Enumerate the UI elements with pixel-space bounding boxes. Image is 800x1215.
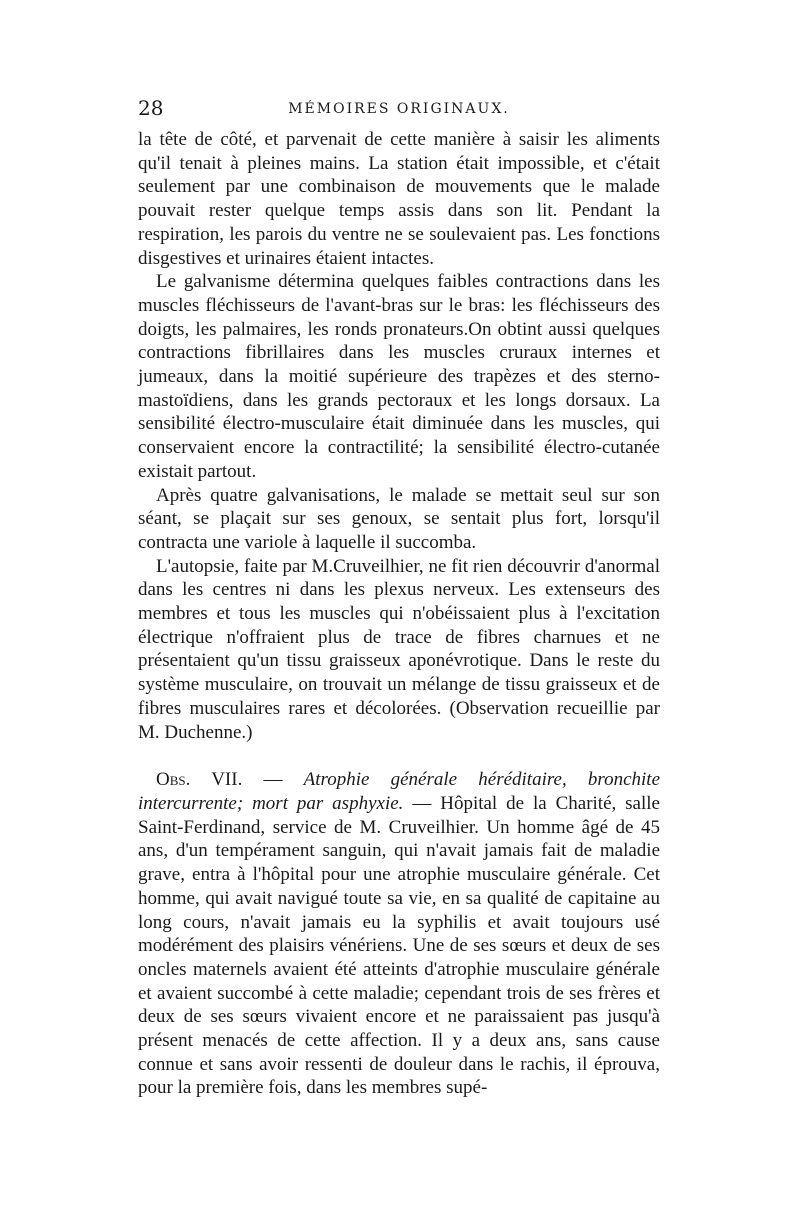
- paragraph-continuation: la tête de côté, et parvenait de cette manière à saisir les aliments qu'il tenait à pleines mains. La station était impossible, et c'était seulement par une combinaison de mouvements que le malade pouvait rester quelque temps assis dans son lit. Pendant la respiration, les parois du ventre ne se soulevaient pas. Les fonctions disgestives et urinaires étaient intactes.: [138, 129, 660, 269]
- paragraph-autopsie: L'autopsie, faite par M.Cruveilhier, ne fit rien découvrir d'anormal dans les centres ni dans les plexus nerveux. Les extenseurs des membres et tous les muscles qui n'obéissaient plus à l'excitation électrique n'offraient plus de trace de fibres charnues et ne présentaient qu'un tissu graisseux aponévrotique. Dans le reste du système musculaire, on trouvait un mélange de tissu graisseux et de fibres musculaires rares et décolorées. (Observation recueillie par M. Duchenne.): [138, 555, 660, 743]
- paragraph-galvanisations: Après quatre galvanisations, le malade se mettait seul sur son séant, se plaçait sur ses genoux, se sentait plus fort, lorsqu'il contracta une variole à laquelle il succomba.: [138, 484, 660, 553]
- observation-dash: —: [242, 769, 304, 791]
- paragraph-galvanisme: Le galvanisme détermina quelques faibles contractions dans les muscles fléchisseurs de l'avant-bras sur le bras: les fléchisseurs des doigts, les palmaires, les ronds pronateurs.On obtint aussi quelques contractions fibrillaires dans les muscles cruraux internes et jumeaux, dans la moitié supérieure des trapèzes et des sterno-mastoïdiens, dans les grands pectoraux et les longs dorsaux. La sensibilité électro-musculaire était diminuée dans les muscles, qui conservaient encore la contractilité; la sensibilité électro-cutanée existait partout.: [138, 271, 660, 482]
- page-header: [138, 96, 660, 128]
- observation-title: Atrophie générale héréditaire, bronchite intercurrente; mort par asphyxie.: [138, 769, 661, 814]
- observation-label: Obs. VII.: [156, 769, 243, 791]
- book-page: [138, 96, 660, 1100]
- running-head: MÉMOIRES ORIGINAUX.: [288, 101, 510, 117]
- observation-paragraph: [138, 768, 660, 1100]
- page-number: 28: [138, 96, 164, 120]
- body-text: [138, 128, 660, 1100]
- observation-text: — Hôpital de la Charité, salle Saint-Ferdinand, service de M. Cruveilhier. Un homme âgé de 45 ans, d'un tempérament sanguin, qui n'avait jamais fait de maladie grave, entra à l'hôpital pour une atrophie musculaire générale. Cet homme, qui avait navigué toute sa vie, en sa qualité de capitaine au long cours, n'avait jamais eu la syphilis et avait toujours usé modérément des plaisirs vénériens. Une de ses sœurs et deux de ses oncles maternels avaient été atteints d'atrophie musculaire générale et avaient succombé à cette maladie; cependant trois de ses frères et deux de ses sœurs vivaient encore et ne paraissaient pas jusqu'à présent menacés de cette affection. Il y a deux ans, sans cause connue et sans avoir ressenti de douleur dans le rachis, il éprouva, pour la première fois, dans les membres supé-: [138, 792, 660, 1099]
